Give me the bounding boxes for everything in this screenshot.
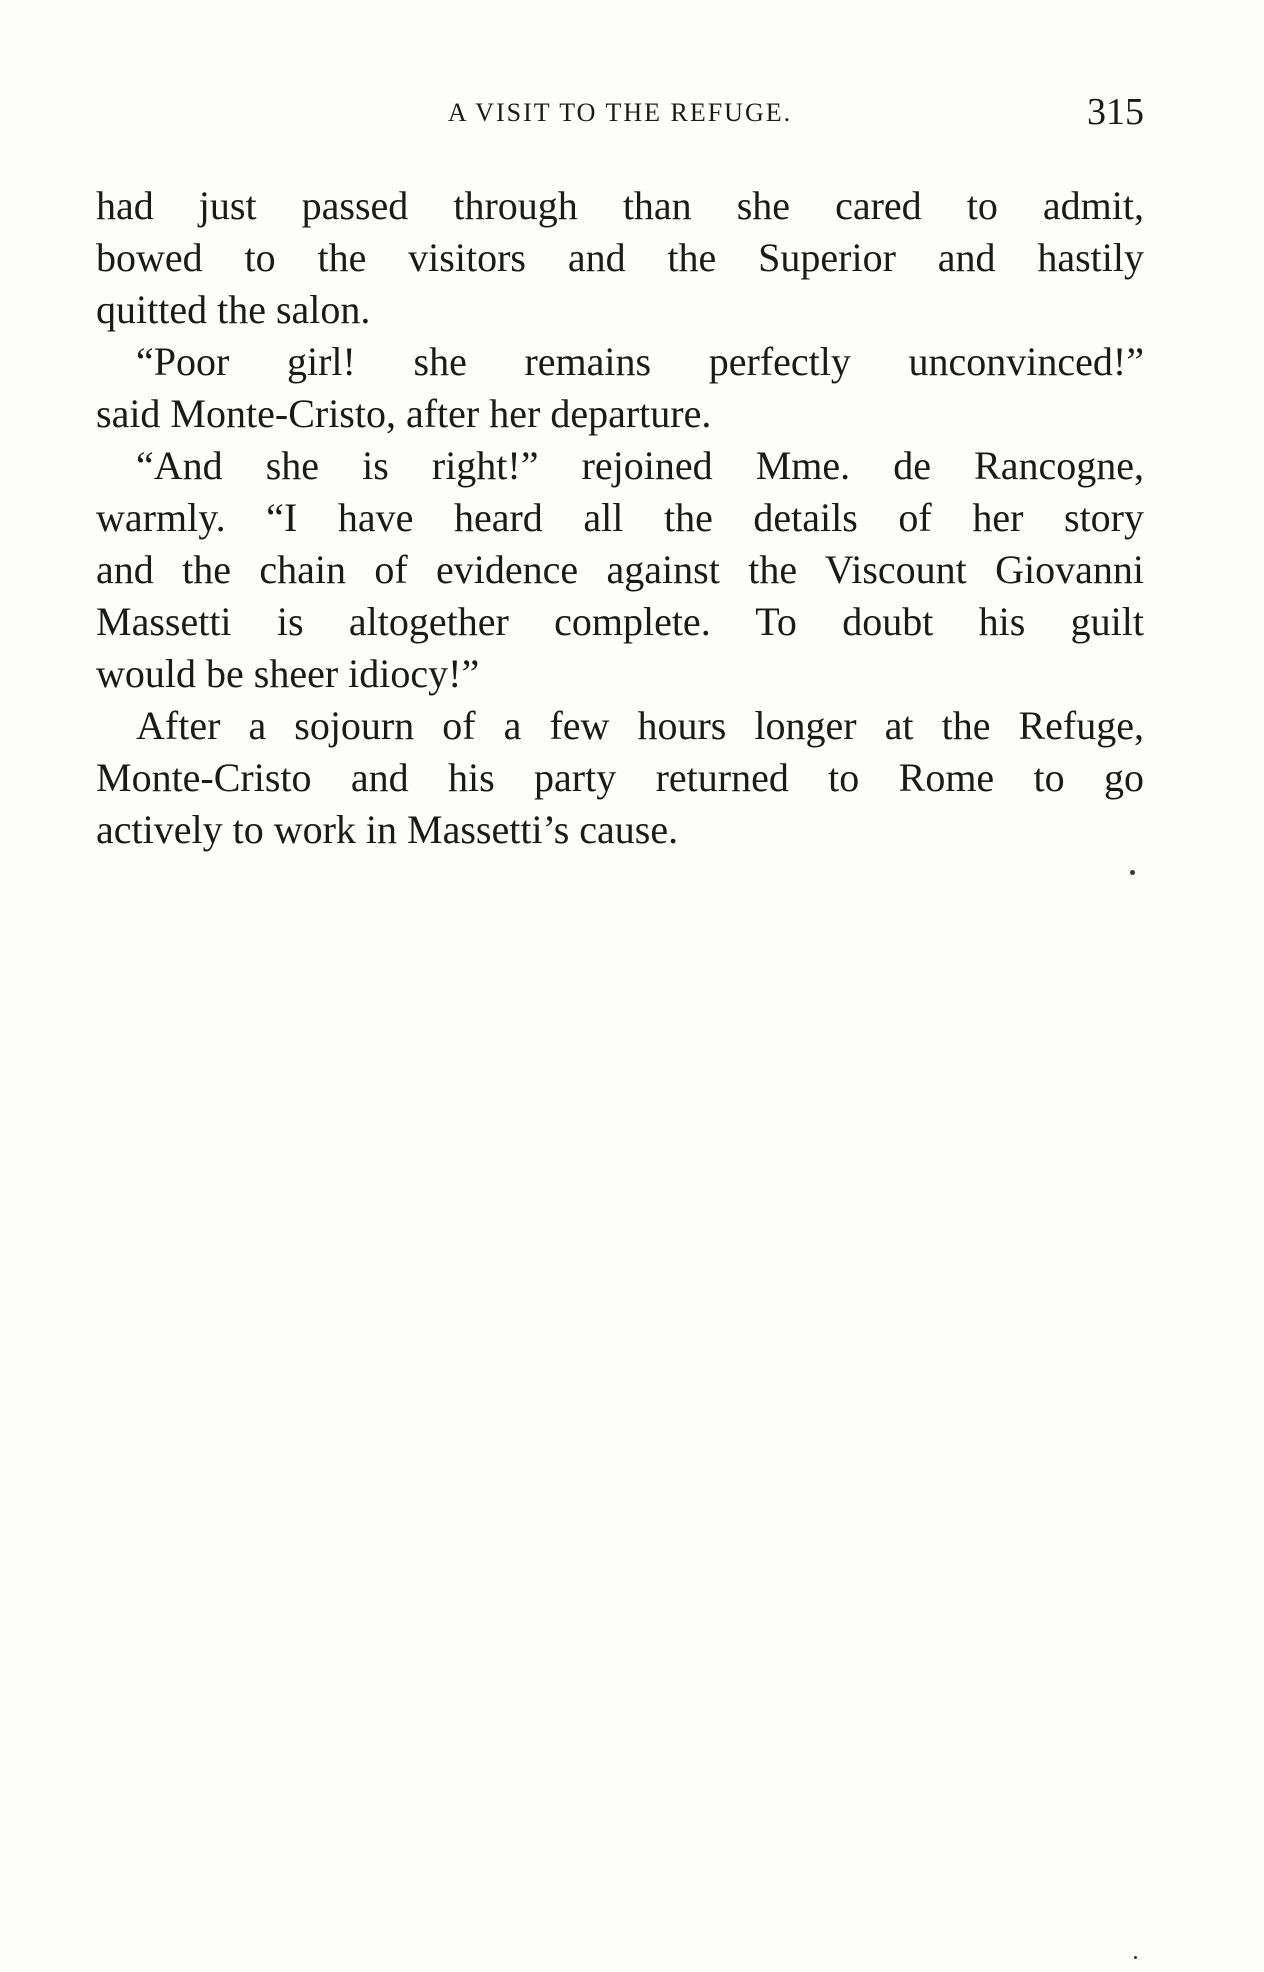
text-line: bowed to the visitors and the Superior and hastily — [96, 235, 1144, 280]
text-line: had just passed through than she cared to admit, — [96, 183, 1144, 228]
body-text — [96, 180, 1144, 856]
text-line: Massetti is altogether complete. To doubt his guilt — [96, 599, 1144, 644]
running-head — [96, 90, 1144, 133]
text-line: “Poor girl! she remains perfectly unconvinced!” — [136, 339, 1144, 384]
paragraph — [96, 336, 1144, 440]
text-line: would be sheer idiocy!” — [96, 651, 480, 696]
paragraph — [96, 700, 1144, 856]
paragraph — [96, 180, 1144, 336]
text-line: Monte-Cristo and his party returned to Rome to go — [96, 755, 1144, 800]
text-line: said Monte-Cristo, after her departure. — [96, 391, 712, 436]
paragraph — [96, 440, 1144, 700]
ink-speck — [1130, 870, 1135, 875]
text-line: quitted the salon. — [96, 287, 371, 332]
text-line: actively to work in Massetti’s cause. — [96, 807, 679, 852]
page-number: 315 — [1087, 91, 1144, 133]
text-line: After a sojourn of a few hours longer at the Refuge, — [136, 703, 1144, 748]
text-line: warmly. “I have heard all the details of her story — [96, 495, 1144, 540]
ink-speck — [1134, 1956, 1137, 1959]
text-line: and the chain of evidence against the Viscount Giovanni — [96, 547, 1144, 592]
running-title: A VISIT TO THE REFUGE. — [447, 98, 793, 127]
text-line: “And she is right!” rejoined Mme. de Rancogne, — [136, 443, 1144, 488]
